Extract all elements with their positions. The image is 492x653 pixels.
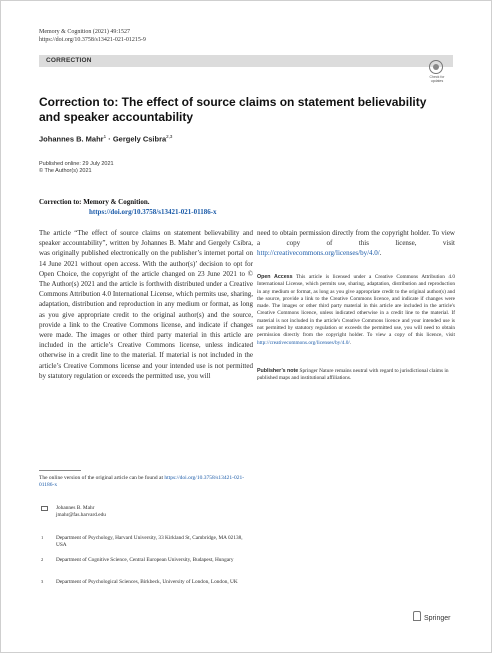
check-updates-icon <box>429 60 443 74</box>
correction-to-label: Correction to: Memory & Cognition. <box>39 198 150 206</box>
contact-name: Johannes B. Mahr <box>56 505 95 511</box>
contact-email[interactable]: jmahr@fas.harvard.edu <box>56 512 106 518</box>
publisher-note-label: Publisher’s note <box>257 368 299 374</box>
original-article-doi-link[interactable]: https://doi.org/10.3758/s13421-021-01186-x <box>89 208 217 216</box>
open-access-text: This article is licensed under a Creative Commons Attribution 4.0 International License, which permits use, sharing, adaptation, distribution and reproduction in any medium or format, as long as you give appropriate credit to the original author(s) and the source, provide a link to the Creative Commons licence, and indicate if changes were made. The images or other third party material in this article are included in the article's Creative Commons licence, unless indicated otherwise in a credit line to the material. If material is not included in the article's Creative Commons licence and your intended use is not permitted by statutory regulation or exceeds the permitted use, you will need to obtain permission directly from the copyright holder. To view a copy of this licence, visit <box>257 274 455 339</box>
correction-to-reference <box>39 197 259 217</box>
body-continued-text: need to obtain permission directly from the copyright holder. To view a copy of this license, visit <box>257 229 455 248</box>
online-version-note <box>39 475 251 489</box>
author-list: Johannes B. Mahr$^1$ · Gergely Csibra$^{2,3}$ <box>39 134 173 144</box>
correction-body-continued: need to obtain permission directly from the copyright holder. To view a copy of this license, visit http://creativecommons.org/licenses/by/4.0/. <box>257 229 455 258</box>
footnote-divider <box>39 470 81 471</box>
journal-citation: Memory & Cognition (2021) 49:1527 <box>39 29 130 35</box>
springer-horse-icon <box>413 611 421 621</box>
affiliation-item <box>39 579 251 586</box>
affiliation-item <box>39 557 251 564</box>
check-for-updates-badge[interactable] <box>427 60 447 82</box>
article-type-label: CORRECTION <box>46 57 92 64</box>
journal-header <box>39 28 146 44</box>
open-access-label: Open Access <box>257 274 293 280</box>
envelope-icon <box>41 506 48 511</box>
copyright-line: © The Author(s) 2021 <box>39 168 92 174</box>
online-version-text: The online version of the original article can be found at <box>39 475 165 481</box>
author-name[interactable]: Gergely Csibra <box>112 134 167 144</box>
affiliation-number: 2 <box>41 557 44 562</box>
publisher-name: Springer <box>424 615 451 622</box>
open-access-statement: Open Access This article is licensed under a Creative Commons Attribution 4.0 International License, which permits use, sharing, adaptation, distribution and reproduction in any medium or format, as long as you give appropriate credit to the original author(s) and the source, provide a link to the Creative Commons licence, and indicate if changes were made. The images or other third party material in this article are included in the article's Creative Commons licence, unless indicated otherwise in a credit line to the material. If material is not included in the article's Creative Commons licence and your intended use is not permitted by statutory regulation or exceeds the permitted use, you will need to obtain permission directly from the copyright holder. To view a copy of this licence, visit http://creativecommons.org/licenses/by/4.0/. <box>257 274 455 346</box>
affiliation-item <box>39 535 251 549</box>
license-link[interactable]: http://creativecommons.org/licenses/by/4.0/ <box>257 249 380 258</box>
publisher-note-text: Springer Nature remains neutral with regard to jurisdictional claims in published maps and institutional affiliations. <box>257 368 449 382</box>
licence-link[interactable]: http://creativecommons.org/licenses/by/4.0/ <box>257 339 350 346</box>
affiliation-number: 3 <box>41 579 44 584</box>
affiliation-text: Department of Psychology, Harvard University, 33 Kirkland St, Cambridge, MA 02138, USA <box>56 535 243 548</box>
article-title: Correction to: The effect of source claims on statement believability and speaker accountability <box>39 95 427 124</box>
affiliation-number: 1 <box>41 535 44 540</box>
affiliation-text: Department of Cognitive Science, Central European University, Budapest, Hungary <box>56 557 234 563</box>
correction-body-text: The article “The effect of source claims on statement believability and speaker accountability”, written by Johannes B. Mahr and Gergely Csibra, was originally published electronically on the publisher’s internet portal on 14 June 2021 without open access. With the author(s)’ decision to opt for Open Choice, the copyright of the article changed on 23 June 2021 to © The Author(s) 2021 and the article is forthwith distributed under a Creative Commons Attribution 4.0 International License, which permits use, sharing, adaptation, distribution and reproduction in any medium or format, as long as you give appropriate credit to the original author(s) and the source, provide a link to the Creative Commons license, and indicate if changes were made. The images or other third party material in this article are included in the article’s Creative Commons license, unless indicated otherwise in a credit line to the material. If material is not included in the article’s Creative Commons license and your intended use is not permitted by statutory regulation or exceeds the permitted use, you will <box>39 229 253 380</box>
article-doi[interactable]: https://doi.org/10.3758/s13421-021-01215-9 <box>39 37 146 43</box>
check-updates-label: Check for updates <box>429 75 445 83</box>
publisher-logo <box>413 611 450 622</box>
online-version-link[interactable]: https://doi.org/10.3758/s13421-021-01186-x <box>39 475 245 488</box>
corresponding-author <box>39 505 251 519</box>
article-type-banner <box>39 55 453 67</box>
publisher-note <box>257 368 455 383</box>
author-affiliation-sup: 1 <box>103 134 107 139</box>
published-date: Published online: 29 July 2021 <box>39 161 114 167</box>
author-affiliation-sup: 2,3 <box>166 134 173 139</box>
affiliation-text: Department of Psychological Sciences, Birkbeck, University of London, London, UK <box>56 579 238 585</box>
publication-info <box>39 161 114 175</box>
author-name[interactable]: Johannes B. Mahr <box>39 134 104 144</box>
